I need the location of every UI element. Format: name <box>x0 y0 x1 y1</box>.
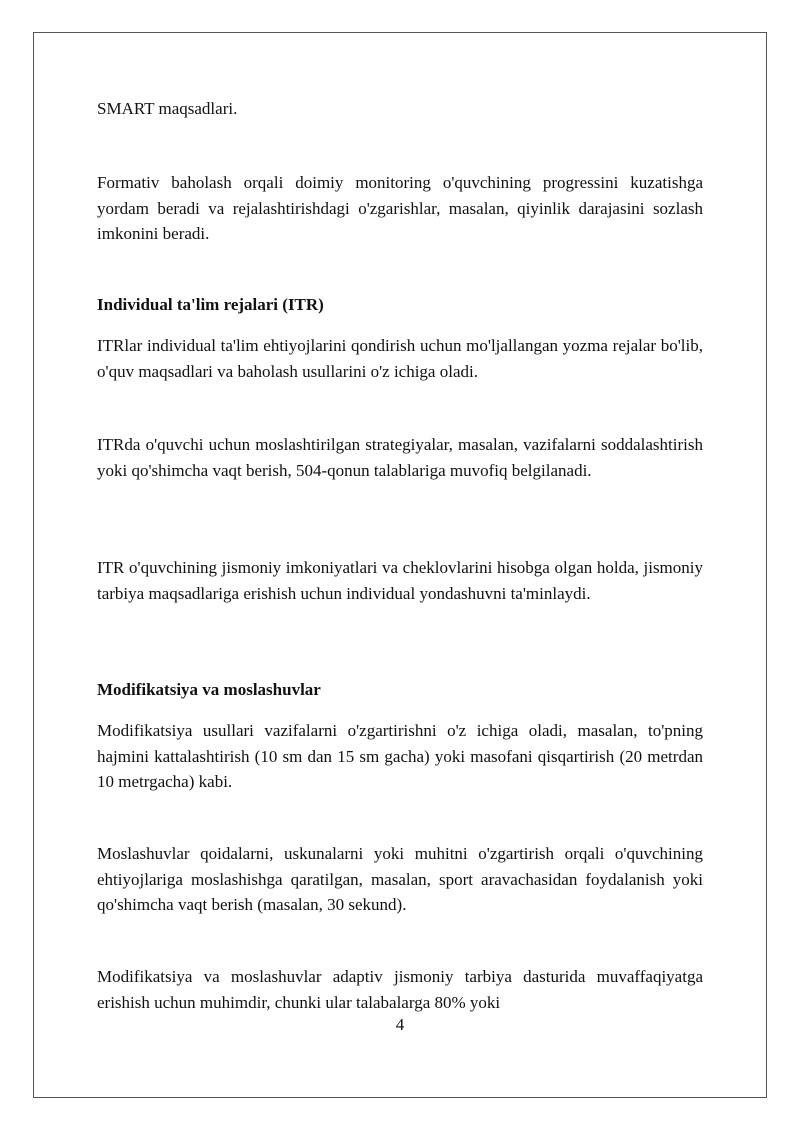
paragraph-accommodations: Moslashuvlar qoidalarni, uskunalarni yoki muhitni o'zgartirish orqali o'quvchining ehtiyojlariga moslashishga qaratilgan, masalan, sport aravachasidan foydalanish yoki qo'shimcha vaqt berish (masalan, 30 sekund). <box>97 844 703 914</box>
heading-individual-plans: Individual ta'lim rejalari (ITR) <box>97 295 324 314</box>
paragraph-itr-physical: ITR o'quvchining jismoniy imkoniyatlari va cheklovlarini hisobga olgan holda, jismoniy tarbiya maqsadlariga erishish uchun individual yondashuvni ta'minlaydi. <box>97 558 703 603</box>
page-number: 4 <box>395 1015 405 1034</box>
paragraph-smart-goals: SMART maqsadlari. <box>97 99 238 118</box>
paragraph-modification-methods: Modifikatsiya usullari vazifalarni o'zgartirishni o'z ichiga oladi, masalan, to'pning hajmini kattalashtirish (10 sm dan 15 sm gacha) yoki masofani qisqartirish (20 metrdan 10 metrgacha) kabi. <box>97 721 703 791</box>
paragraph-itr-strategies: ITRda o'quvchi uchun moslashtirilgan strategiyalar, masalan, vazifalarni soddalashtirish yoki qo'shimcha vaqt berish, 504-qonun talablariga muvofiq belgilanadi. <box>97 435 703 480</box>
paragraph-itr-definition: ITRlar individual ta'lim ehtiyojlarini qondirish uchun mo'ljallangan yozma rejalar bo'lib, o'quv maqsadlari va baholash usullarini o'z ichiga oladi. <box>97 336 703 381</box>
heading-modifications: Modifikatsiya va moslashuvlar <box>97 680 321 699</box>
paragraph-importance: Modifikatsiya va moslashuvlar adaptiv jismoniy tarbiya dasturida muvaffaqiyatga erishish uchun muhimdir, chunki ular talabalarga 80% yoki <box>97 967 703 1012</box>
paragraph-formative-assessment: Formativ baholash orqali doimiy monitoring o'quvchining progressini kuzatishga yordam beradi va rejalashtirishdagi o'zgarishlar, masalan, qiyinlik darajasini sozlash imkonini beradi. <box>97 173 703 243</box>
